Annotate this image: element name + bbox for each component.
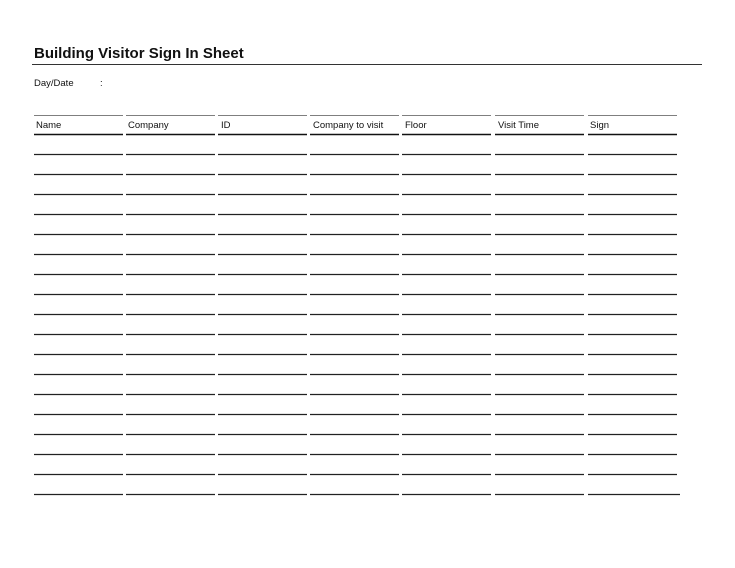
header-visit-time: Visit Time <box>498 120 540 131</box>
header-floor: Floor <box>405 120 427 131</box>
header-sign: Sign <box>590 120 610 131</box>
header-company: Company <box>128 120 169 131</box>
day-date-colon: : <box>100 78 103 89</box>
page-title: Building Visitor Sign In Sheet <box>34 45 244 62</box>
header-company-to-visit: Company to visit <box>313 120 384 131</box>
day-date-label: Day/Date <box>34 78 74 89</box>
header-id: ID <box>221 120 231 131</box>
header-name: Name <box>36 120 62 131</box>
